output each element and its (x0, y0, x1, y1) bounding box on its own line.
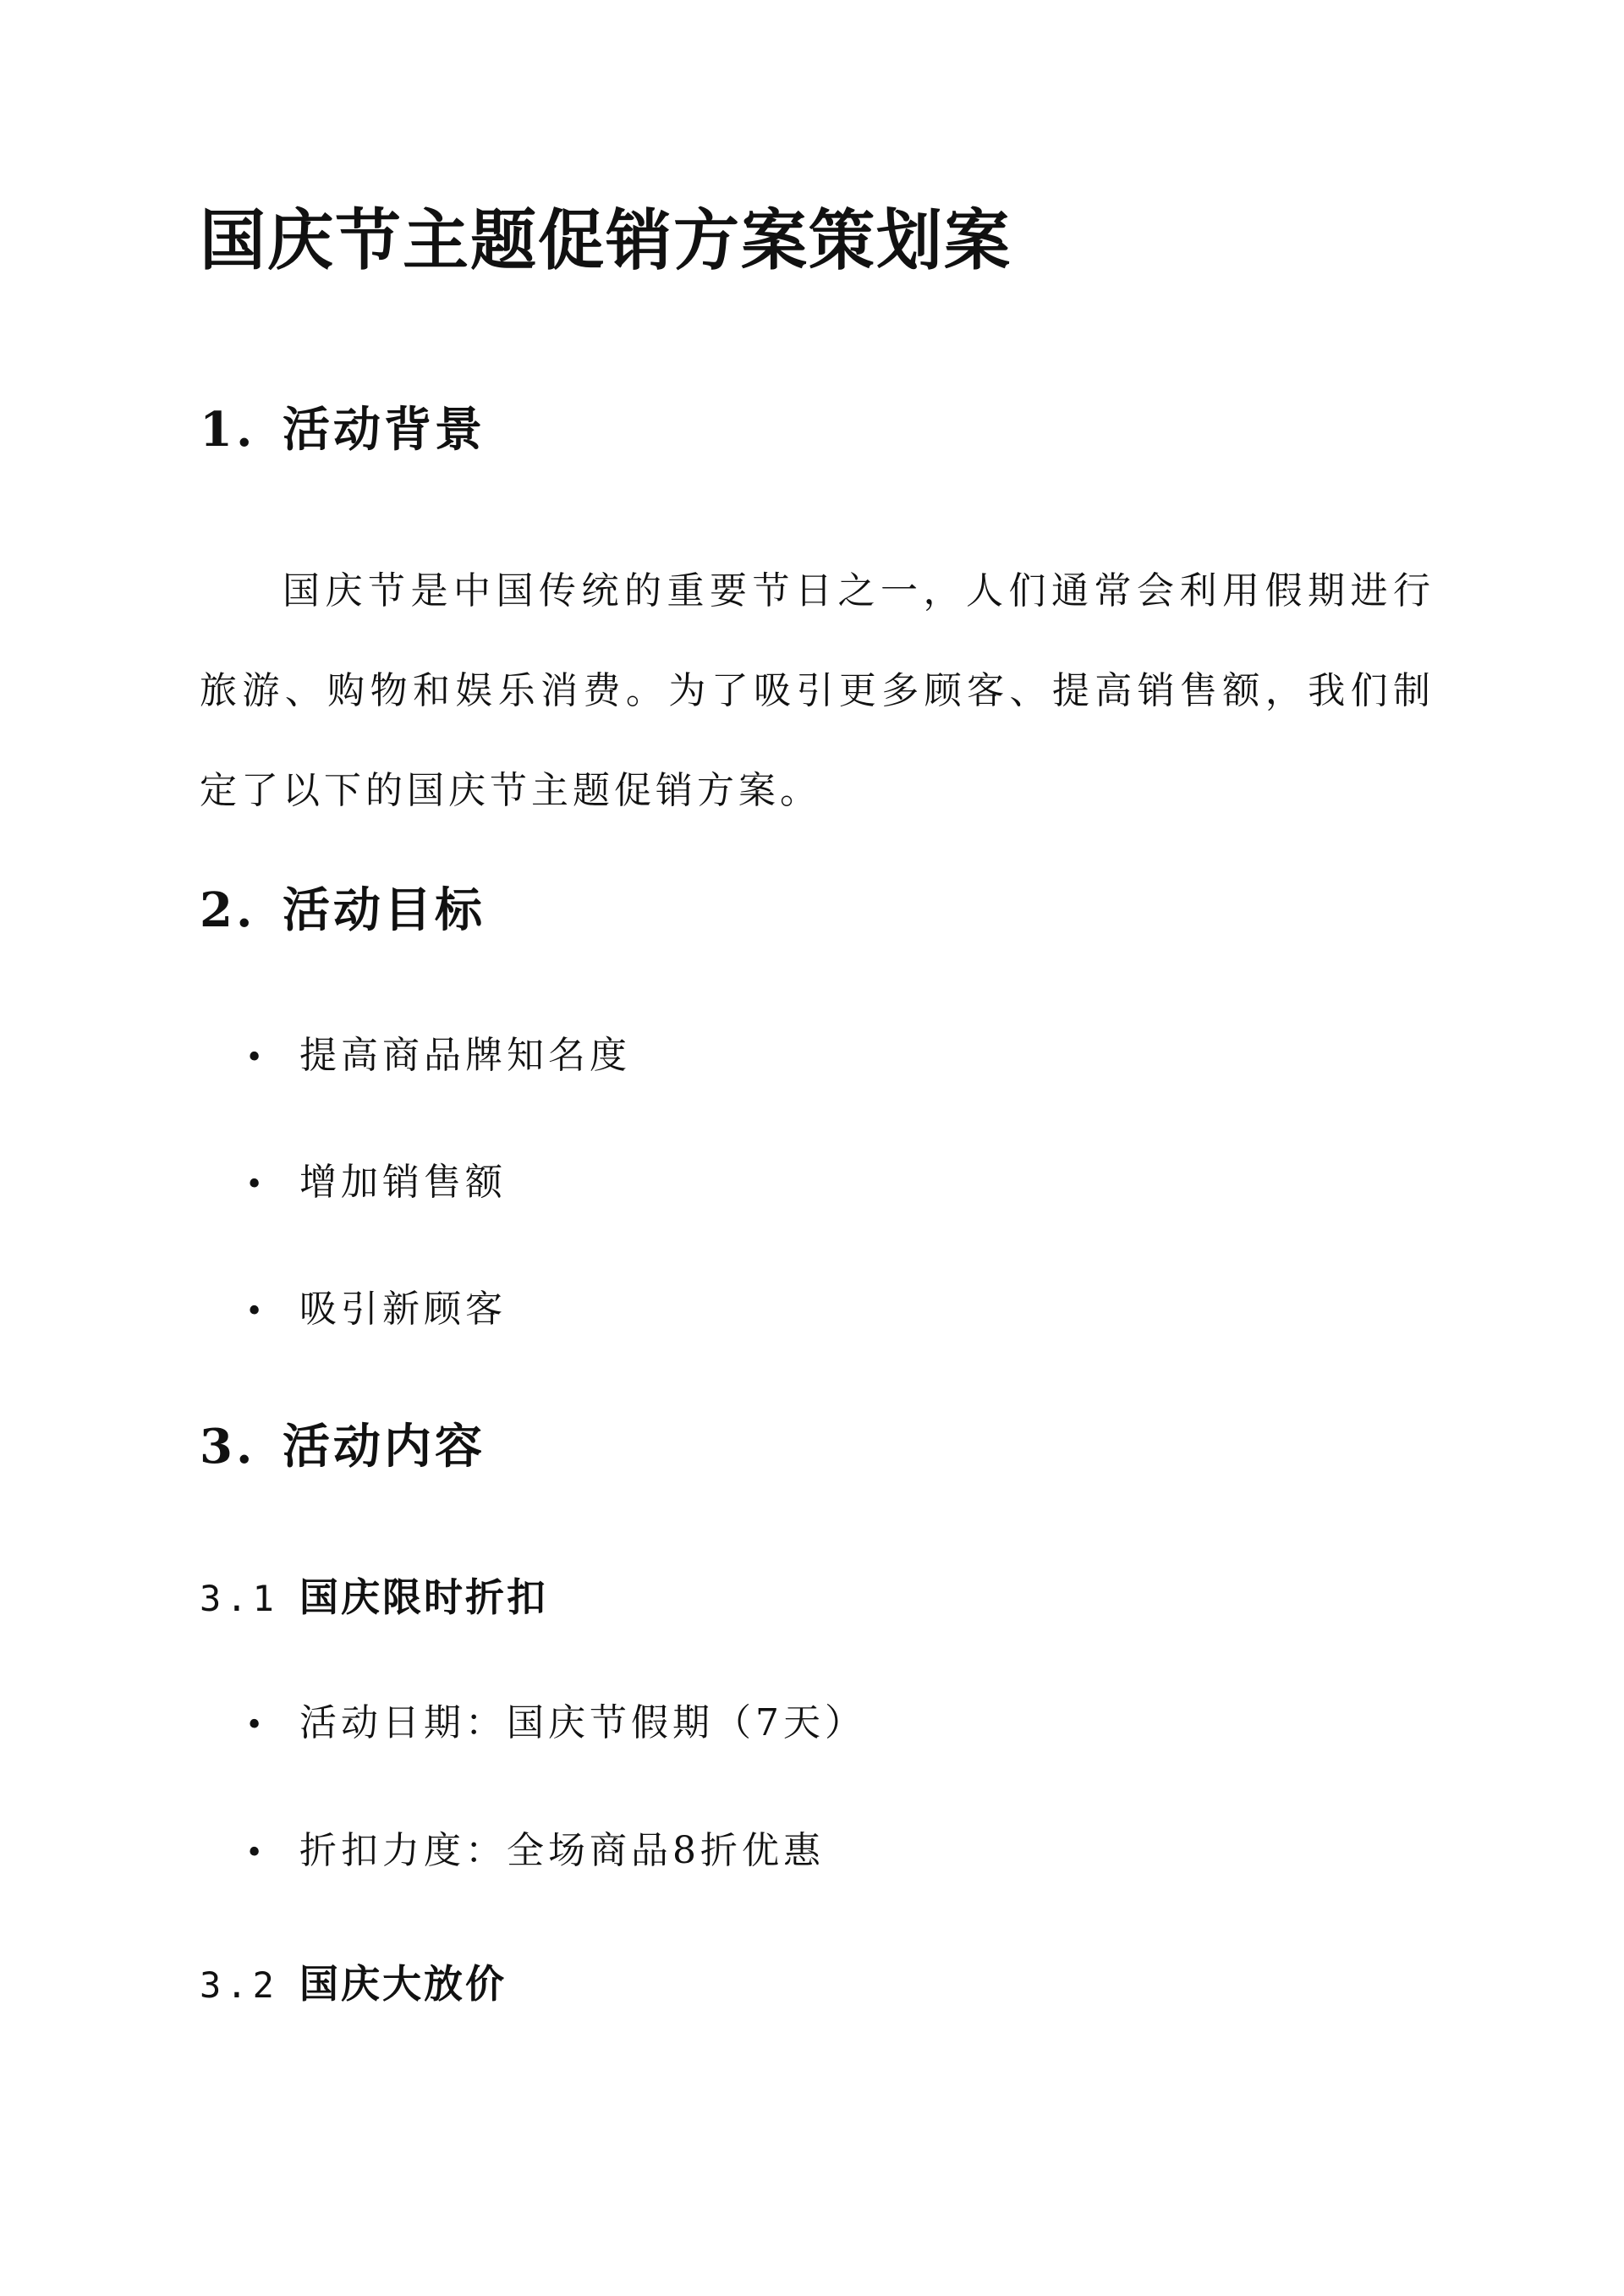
section-heading-goals (200, 876, 486, 944)
section-number: 1. (200, 402, 256, 458)
list-item (245, 1696, 866, 1753)
subsection-title: 国庆限时折扣 (299, 1574, 548, 1620)
list-item (245, 1156, 507, 1212)
section-title: 活动内容 (283, 1419, 486, 1475)
section-heading-background (200, 396, 486, 464)
list-item-text: 提高商品牌知名度 (299, 1034, 631, 1077)
list-item (245, 1283, 507, 1339)
subsection-heading-price-cut (200, 1956, 507, 2013)
list-item-text: 活动日期：国庆节假期（7天） (299, 1701, 866, 1744)
subsection-title: 国庆大放价 (299, 1961, 507, 2007)
bullet-icon: • (245, 1167, 268, 1202)
list-item (245, 1824, 825, 1881)
section-title: 活动目标 (283, 882, 486, 938)
list-item-text: 折扣力度：全场商品8折优惠 (299, 1829, 825, 1872)
list-item (245, 1029, 631, 1085)
bullet-icon: • (245, 1708, 268, 1743)
section-title: 活动背景 (283, 402, 486, 458)
list-item-text: 增加销售额 (299, 1161, 507, 1204)
section-heading-content (200, 1413, 486, 1480)
section-number: 2. (200, 882, 256, 938)
bullet-icon: • (245, 1041, 268, 1075)
background-paragraph: 国庆节是中国传统的重要节日之一，人们通常会利用假期进行旅游、购物和娱乐消费。为了吸引更多顾客、提高销售额，我们制定了以下的国庆节主题促销方案。 (200, 569, 1435, 812)
bullet-icon: • (245, 1294, 268, 1329)
subsection-heading-discount (200, 1569, 548, 1627)
section-number: 3. (200, 1419, 256, 1475)
subsection-number: 3.2 (200, 1964, 279, 2006)
bullet-icon: • (245, 1836, 268, 1870)
document-title: 国庆节主题促销方案策划案 (200, 202, 1012, 279)
subsection-number: 3.1 (200, 1578, 279, 1619)
list-item-text: 吸引新顾客 (299, 1288, 507, 1331)
